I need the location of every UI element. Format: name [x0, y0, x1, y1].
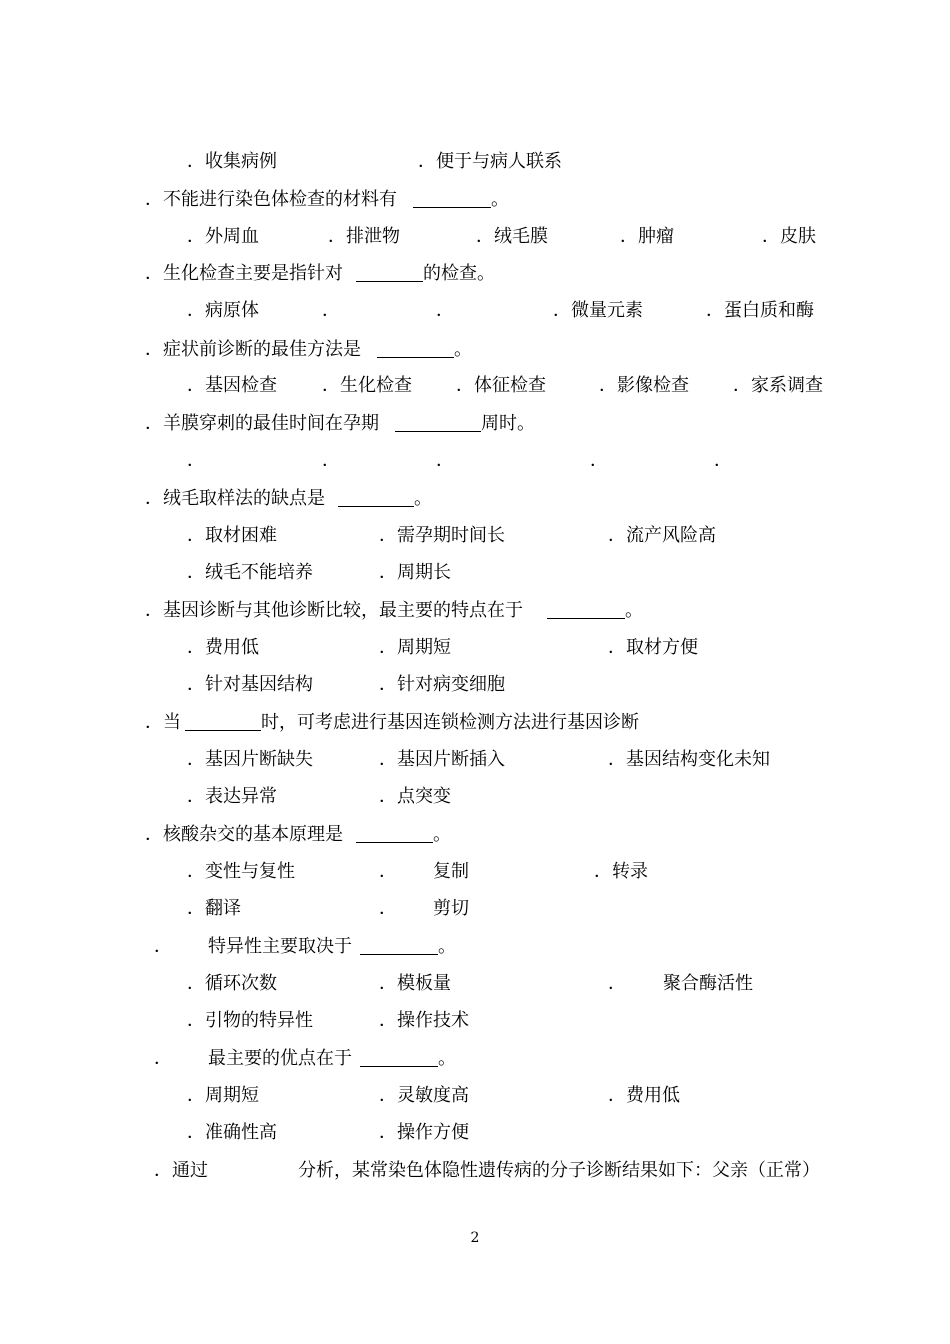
text-segment: ． — [379, 861, 397, 882]
text-segment: ． — [154, 1048, 172, 1069]
text-segment: 周时。 — [481, 413, 535, 434]
text-segment: ．收集病例 — [187, 151, 277, 172]
text-segment: 。 — [454, 339, 472, 360]
text-segment: ．模板量 — [379, 973, 451, 994]
text-segment: ．病原体 — [187, 300, 259, 321]
text-segment: ． — [154, 936, 172, 957]
text-segment: ．循环次数 — [187, 973, 277, 994]
text-segment: ．准确性高 — [187, 1122, 277, 1143]
text-segment: ．微量元素 — [553, 300, 643, 321]
answer-blank — [356, 259, 423, 282]
page-number: 2 — [470, 1230, 480, 1246]
text-segment: ．羊膜穿刺的最佳时间在孕期 — [145, 413, 379, 434]
text-segment: ．变性与复性 — [187, 861, 295, 882]
text-segment: ．核酸杂交的基本原理是 — [145, 824, 343, 845]
text-segment: ．生化检查主要是指针对 — [145, 263, 343, 284]
text-segment: ．转录 — [594, 861, 648, 882]
text-segment: ．针对病变细胞 — [379, 674, 505, 695]
answer-blank — [338, 484, 414, 507]
text-segment: ．费用低 — [608, 1085, 680, 1106]
text-segment: ．绒毛取样法的缺点是 — [145, 488, 325, 509]
text-segment: ．蛋白质和酶 — [706, 300, 814, 321]
text-segment: ． — [322, 300, 340, 321]
text-segment: ．周期短 — [379, 637, 451, 658]
text-segment: 。 — [491, 189, 509, 210]
text-segment: ． — [608, 973, 626, 994]
text-segment: 复制 — [433, 861, 469, 882]
text-segment: ． — [436, 450, 454, 471]
answer-blank — [413, 185, 491, 208]
text-segment: 聚合酶活性 — [663, 973, 753, 994]
text-segment: ．生化检查 — [322, 375, 412, 396]
text-segment: ．需孕期时间长 — [379, 525, 505, 546]
text-segment: ． — [714, 450, 732, 471]
text-segment: 最主要的优点在于 — [208, 1048, 352, 1069]
text-segment: ．表达异常 — [187, 786, 277, 807]
text-segment: ．通过 — [154, 1160, 208, 1181]
text-segment: ．翻译 — [187, 898, 241, 919]
text-segment: ．排泄物 — [328, 226, 400, 247]
text-segment: ．家系调查 — [733, 375, 823, 396]
answer-blank — [547, 596, 625, 619]
text-segment: ． — [379, 898, 397, 919]
text-segment: 。 — [438, 936, 456, 957]
answer-blank — [185, 708, 261, 731]
text-segment: ．操作技术 — [379, 1010, 469, 1031]
text-segment: ．基因检查 — [187, 375, 277, 396]
text-segment: ．周期短 — [187, 1085, 259, 1106]
text-segment: ． — [322, 450, 340, 471]
text-segment: 。 — [433, 824, 451, 845]
answer-blank — [395, 409, 481, 432]
text-segment: ．皮肤 — [762, 226, 816, 247]
text-segment: ． — [187, 450, 205, 471]
text-segment: ．周期长 — [379, 562, 451, 583]
text-segment: ．基因诊断与其他诊断比较，最主要的特点在于 — [145, 600, 523, 621]
text-segment: ．流产风险高 — [608, 525, 716, 546]
text-segment: ．绒毛不能培养 — [187, 562, 313, 583]
text-segment: ．针对基因结构 — [187, 674, 313, 695]
text-segment: ．绒毛膜 — [476, 226, 548, 247]
text-segment: ．取材方便 — [608, 637, 698, 658]
answer-blank — [360, 932, 438, 955]
text-segment: ．取材困难 — [187, 525, 277, 546]
answer-blank — [356, 820, 433, 843]
text-segment: ．操作方便 — [379, 1122, 469, 1143]
answer-blank — [360, 1044, 438, 1067]
answer-blank — [377, 335, 454, 358]
text-segment: 的检查。 — [423, 263, 495, 284]
text-segment: ．当 — [145, 712, 181, 733]
text-segment: 剪切 — [433, 898, 469, 919]
text-segment: 特异性主要取决于 — [208, 936, 352, 957]
text-segment: ．肿瘤 — [620, 226, 674, 247]
text-segment: ．便于与病人联系 — [418, 151, 562, 172]
text-segment: 。 — [625, 600, 643, 621]
text-segment: 。 — [438, 1048, 456, 1069]
text-segment: ．不能进行染色体检查的材料有 — [145, 189, 397, 210]
text-segment: ．点突变 — [379, 786, 451, 807]
text-segment: ．外周血 — [187, 226, 259, 247]
text-segment: 。 — [414, 488, 432, 509]
text-segment: ．体征检查 — [456, 375, 546, 396]
text-segment: ．症状前诊断的最佳方法是 — [145, 339, 361, 360]
text-segment: 时，可考虑进行基因连锁检测方法进行基因诊断 — [261, 712, 639, 733]
text-segment: ． — [590, 450, 608, 471]
text-segment: ．引物的特异性 — [187, 1010, 313, 1031]
text-segment: ． — [436, 300, 454, 321]
text-segment: ．基因片断缺失 — [187, 749, 313, 770]
text-segment: 分析，某常染色体隐性遗传病的分子诊断结果如下：父亲（正常） — [298, 1160, 820, 1181]
text-segment: ．基因结构变化未知 — [608, 749, 770, 770]
text-segment: ．费用低 — [187, 637, 259, 658]
text-segment: ．灵敏度高 — [379, 1085, 469, 1106]
text-segment: ．基因片断插入 — [379, 749, 505, 770]
text-segment: ．影像检查 — [599, 375, 689, 396]
